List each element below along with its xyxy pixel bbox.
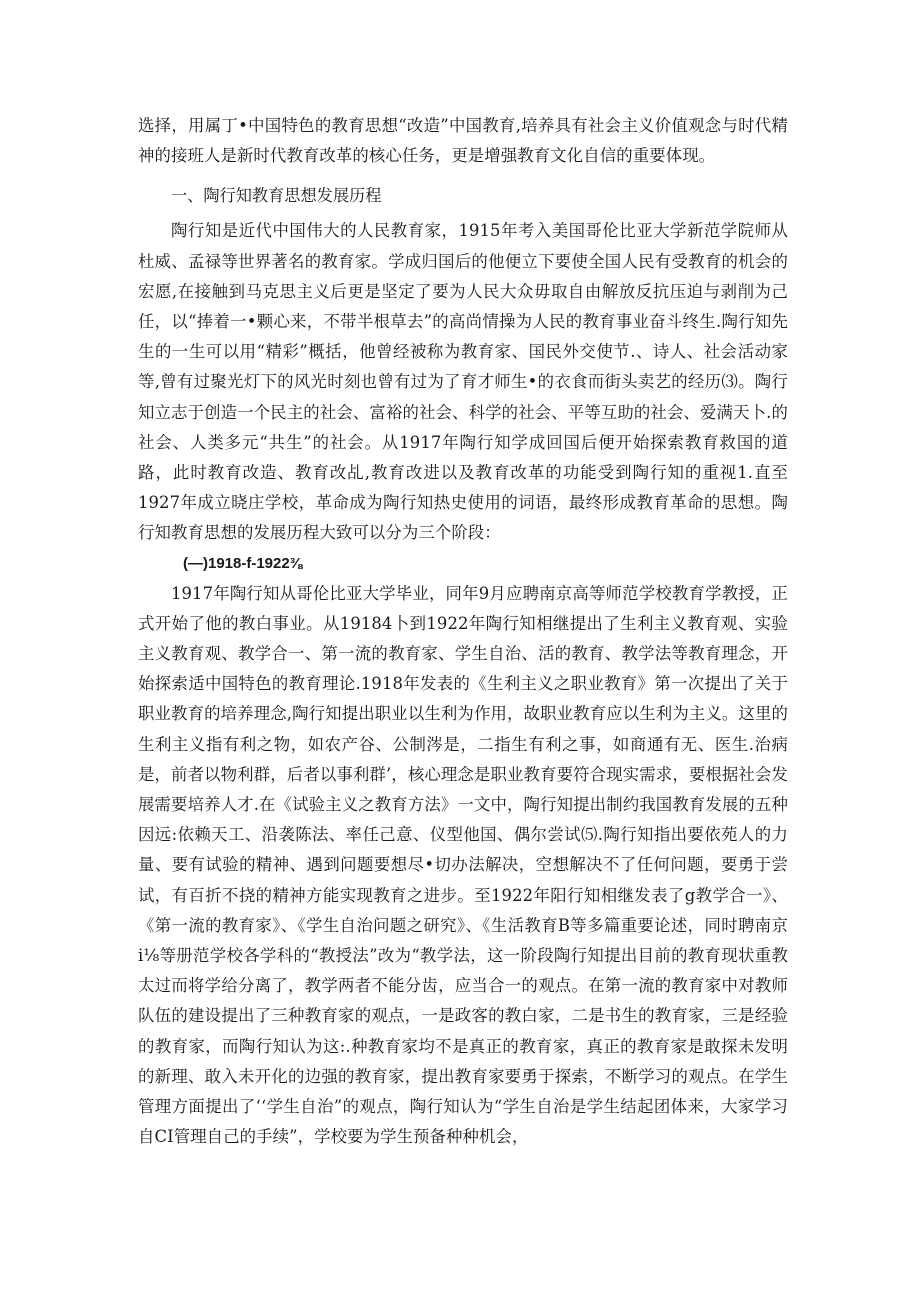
section-paragraph: 陶行知是近代中国伟大的人民教育家，1915年考入美国哥伦比亚大学新范学院师从杜威、孟禄等世界著名的教育家。学成归国后的他便立下要使全国人民有受教育的机会的宏愿,在接触到马克思主义后更是坚定了要为人民大众毋取自由解放反抗压迫与剥削为己任，以“捧着一•颗心来，不带半根草去”的高尚情操为人民的教育事业奋斗终生.陶行知先生的一生可以用“精彩”概括，他曾经被称为教育家、国民外交使节.、诗人、社会活动家等,曾有过聚光灯下的风光时刻也曾有过为了育才师生•的衣食而街头卖艺的经历⑶。陶行知立志于创造一个民主的社会、富裕的社会、科学的社会、平等互助的社会、爱满天卜.的社会、人类多元“共生”的社会。从1917年陶行知学成回国后便开始探索教育救国的道路，此时教育改造、教育改乩,教育改进以及教育改革的功能受到陶行知的重视1.直至1927年成立晓庄学校，革命成为陶行知热史使用的词语，最终形成教育革命的思想。陶行知教育思想的发展历程大致可以分为三个阶段： <box>138 221 788 543</box>
subsection-paragraph: 1917年陶行知从哥伦比亚大学毕业，同年9月应聘南京高等师范学校教育学教授，正式开始了他的教白事业。从19184卜到1922年陶行知相继提出了生利主义教育观、实验主义教育观、教学合一、第一流的教育家、学生自治、活的教育、教学法等教育理念，开始探索适中国特色的教育理论.1918年发表的《生利主义之职业教育》第一次提出了关于职业教育的培养理念,陶行知提出职业以生利为作用，故职业教育应以生利为主义。这里的生利主义指有利之物，如农产谷、公制涔是，二指生有利之事，如商通有无、医生.治病是，前者以物利群，后者以事利群’，核心理念是职业教育要符合现实需求，要根据社会发展需要培养人才.在《试验主义之教育方法》一文中，陶行知提出制约我国教育发展的五种因远:依赖天工、沿袭陈法、率任己意、仪型他国、偶尔尝试⑸.陶行知指出要依苑人的力量、要有试验的精神、遇到问题要想尽•切办法解决，空想解决不了任何问题，要勇于尝试，有百折不挠的精神方能实现教育之进步。至1922年阳行知相继发表了g教学合一》、《第一流的教育家》、《学生自治问题之研究》、《生活教育B等多篇重要论述，同时聘南京i⅛等册范学校各学科的“教授法”改为“教学法，这一阶段陶行知提出目前的教育现状重教太过而将学给分离了，教学两者不能分齿，应当合一的观点。在第一流的教育家中对教师队伍的建设提出了三种教育家的观点，一是政客的教白家，二是书生的教育家，三是经验的教育家，而陶行知认为这:.种教育家均不是真正的教育家，真正的教育家是敢探未发明的新理、敢入未开化的边强的教育家，提出教育家要勇于探索，不断学习的观点。在学生管理方面提出了‘‘学生自治”的观点，陶行知认为“学生自治是学生结起团体来，大家学习自CI管理自己的手续”，学校要为学生预备种种机会， <box>138 583 788 1147</box>
intro-paragraph: 选择，用属丁•中国特色的教育思想“改造”中国教育,培养具有社会主义价值观念与时代精神的接班人是新时代教育改革的核心任务，更是增强教育文化自信的重要体现。 <box>138 116 788 166</box>
document-body <box>138 111 788 1153</box>
section-heading: 一、陶行知教育思想发展历程 <box>171 186 382 206</box>
subsection-heading: (—)1918-f-1922⅜ <box>183 554 303 572</box>
